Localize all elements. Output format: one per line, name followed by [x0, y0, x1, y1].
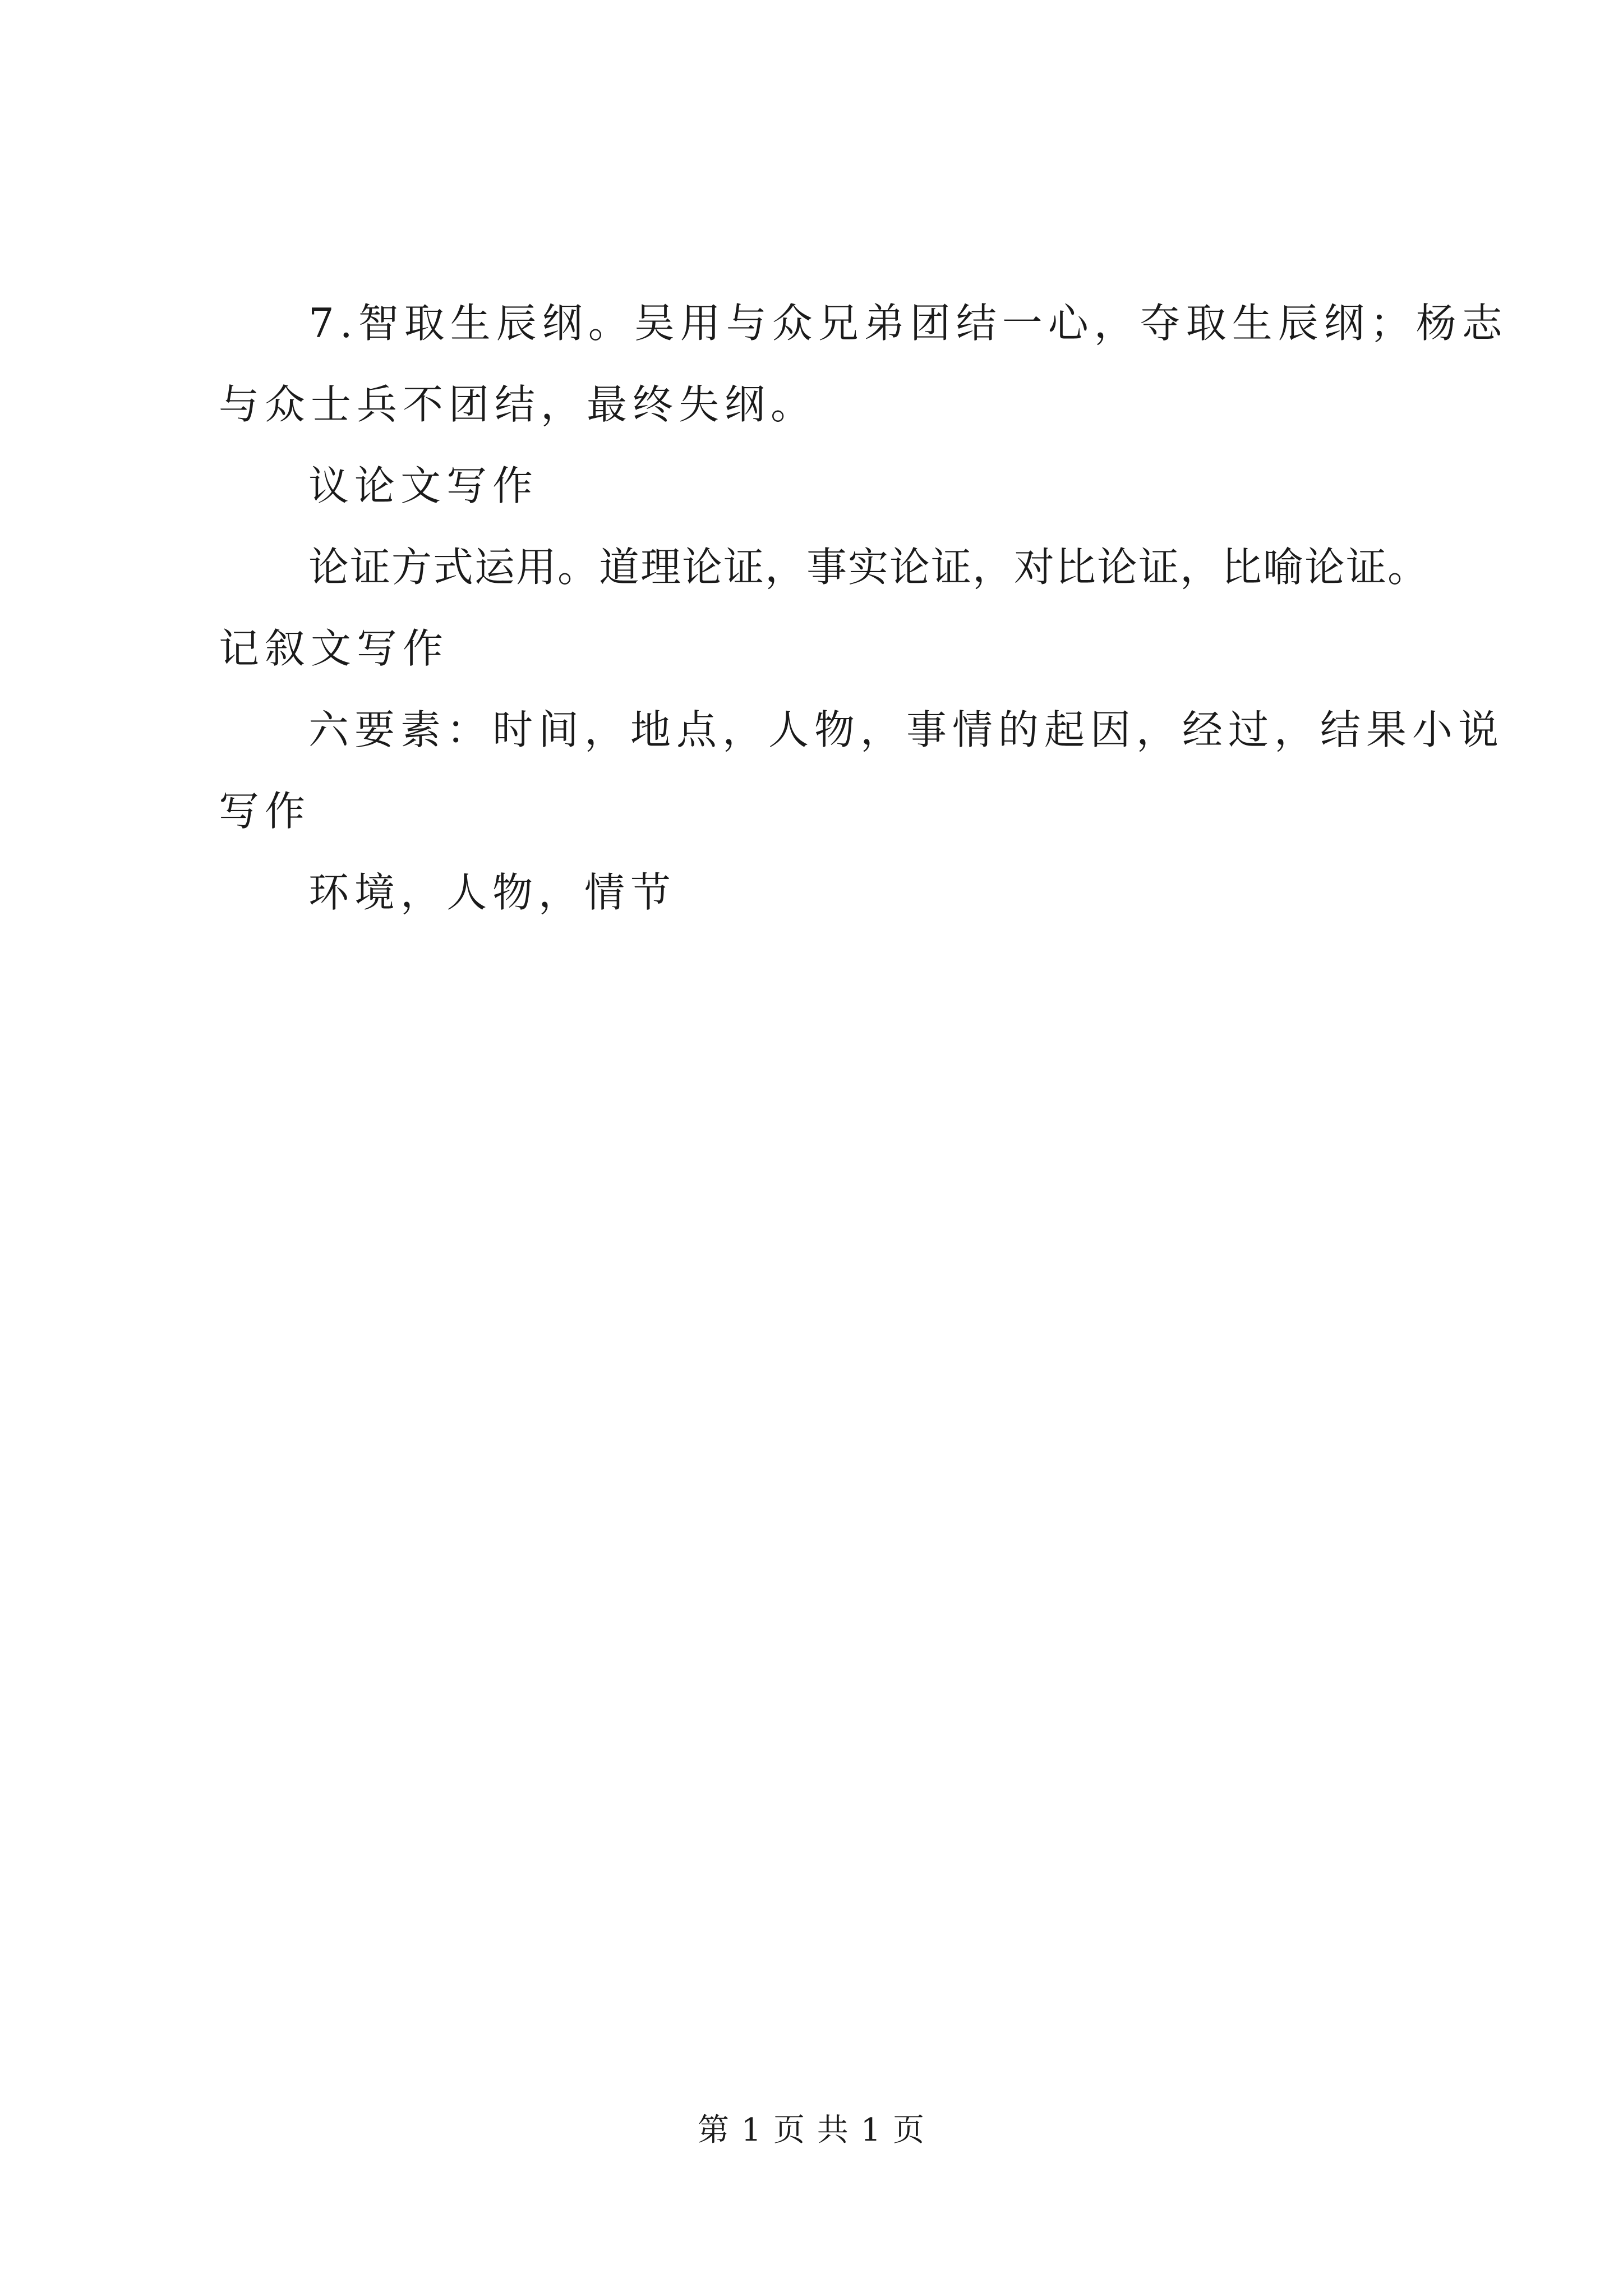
text-line-8: 环境，人物，情节 — [308, 869, 677, 916]
page-footer: 第 1 页 共 1 页 — [697, 2112, 926, 2148]
text-line-5: 记叙文写作 — [219, 625, 449, 672]
text-line-6: 六要素：时间，地点，人物，事情的起因，经过，结果小说 — [308, 706, 1505, 753]
text-line-1: 7.智取生辰纲。吴用与众兄弟团结一心，夺取生辰纲；杨志 — [308, 300, 1508, 347]
text-line-3: 议论文写作 — [308, 462, 539, 509]
text-line-7: 写作 — [219, 788, 311, 835]
text-line-2: 与众士兵不团结，最终失纲。 — [219, 381, 817, 428]
text-line-4: 论证方式运用。道理论证，事实论证，对比论证，比喻论证。 — [308, 544, 1430, 591]
